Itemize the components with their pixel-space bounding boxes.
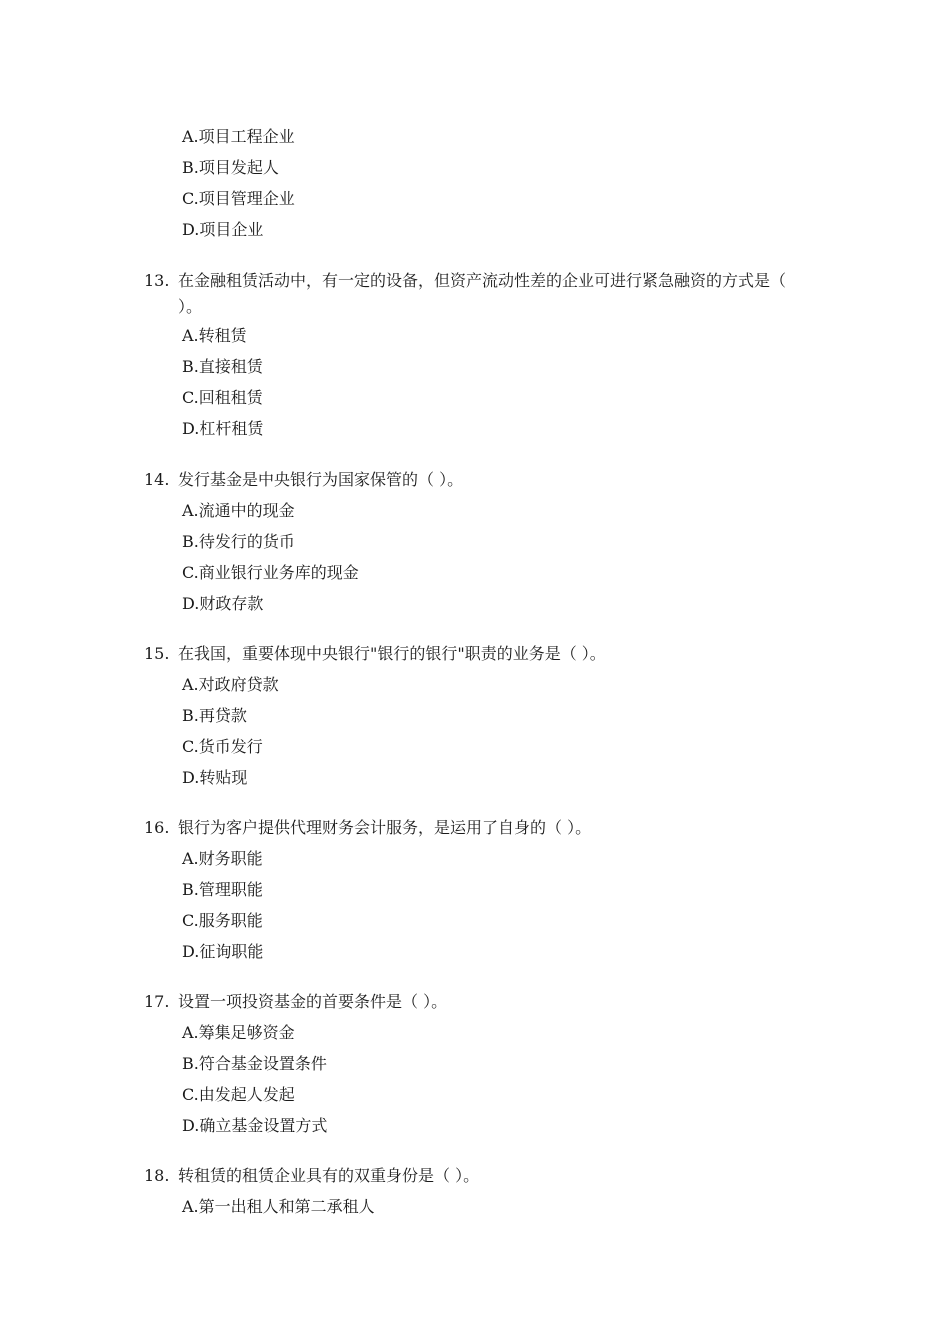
question-16-text: 银行为客户提供代理财务会计服务，是运用了自身的（ ）。: [178, 818, 592, 837]
option-q13-c: C.回租租赁: [182, 388, 263, 407]
question-18-number: 18.: [144, 1166, 170, 1185]
option-q12-b: B.项目发起人: [182, 158, 279, 177]
option-q12-c: C.项目管理企业: [182, 189, 295, 208]
option-q16-a: A.财务职能: [182, 849, 263, 868]
question-16-number: 16.: [144, 818, 170, 837]
option-q16-c: C.服务职能: [182, 911, 263, 930]
question-18-text: 转租赁的租赁企业具有的双重身份是（ ）。: [178, 1166, 480, 1185]
question-13-number: 13.: [144, 271, 170, 290]
question-14-number: 14.: [144, 470, 170, 489]
option-q14-b: B.待发行的货币: [182, 532, 295, 551]
option-q15-c: C.货币发行: [182, 737, 263, 756]
question-17-text: 设置一项投资基金的首要条件是（ ）。: [178, 992, 448, 1011]
option-q13-b: B.直接租赁: [182, 357, 263, 376]
option-q15-a: A.对政府贷款: [182, 675, 279, 694]
question-15-text: 在我国，重要体现中央银行"银行的银行"职责的业务是（ ）。: [178, 644, 606, 663]
option-q14-a: A.流通中的现金: [182, 501, 295, 520]
option-q18-a: A.第一出租人和第二承租人: [182, 1197, 375, 1216]
option-q17-b: B.符合基金设置条件: [182, 1054, 327, 1073]
option-q15-b: B.再贷款: [182, 706, 247, 725]
option-q16-d: D.征询职能: [182, 942, 264, 961]
option-q17-c: C.由发起人发起: [182, 1085, 295, 1104]
option-q17-d: D.确立基金设置方式: [182, 1116, 328, 1135]
option-q12-d: D.项目企业: [182, 220, 264, 239]
option-q13-d: D.杠杆租赁: [182, 419, 264, 438]
option-q16-b: B.管理职能: [182, 880, 263, 899]
option-q12-a: A.项目工程企业: [182, 127, 295, 146]
option-q17-a: A.筹集足够资金: [182, 1023, 295, 1042]
question-13-text: 在金融租赁活动中，有一定的设备，但资产流动性差的企业可进行紧急融资的方式是（ ）。: [178, 271, 787, 316]
option-q15-d: D.转贴现: [182, 768, 248, 787]
option-q14-d: D.财政存款: [182, 594, 264, 613]
option-q13-a: A.转租赁: [182, 326, 247, 345]
question-14-text: 发行基金是中央银行为国家保管的（ ）。: [178, 470, 464, 489]
option-q14-c: C.商业银行业务库的现金: [182, 563, 359, 582]
question-17-number: 17.: [144, 992, 170, 1011]
question-15-number: 15.: [144, 644, 170, 663]
